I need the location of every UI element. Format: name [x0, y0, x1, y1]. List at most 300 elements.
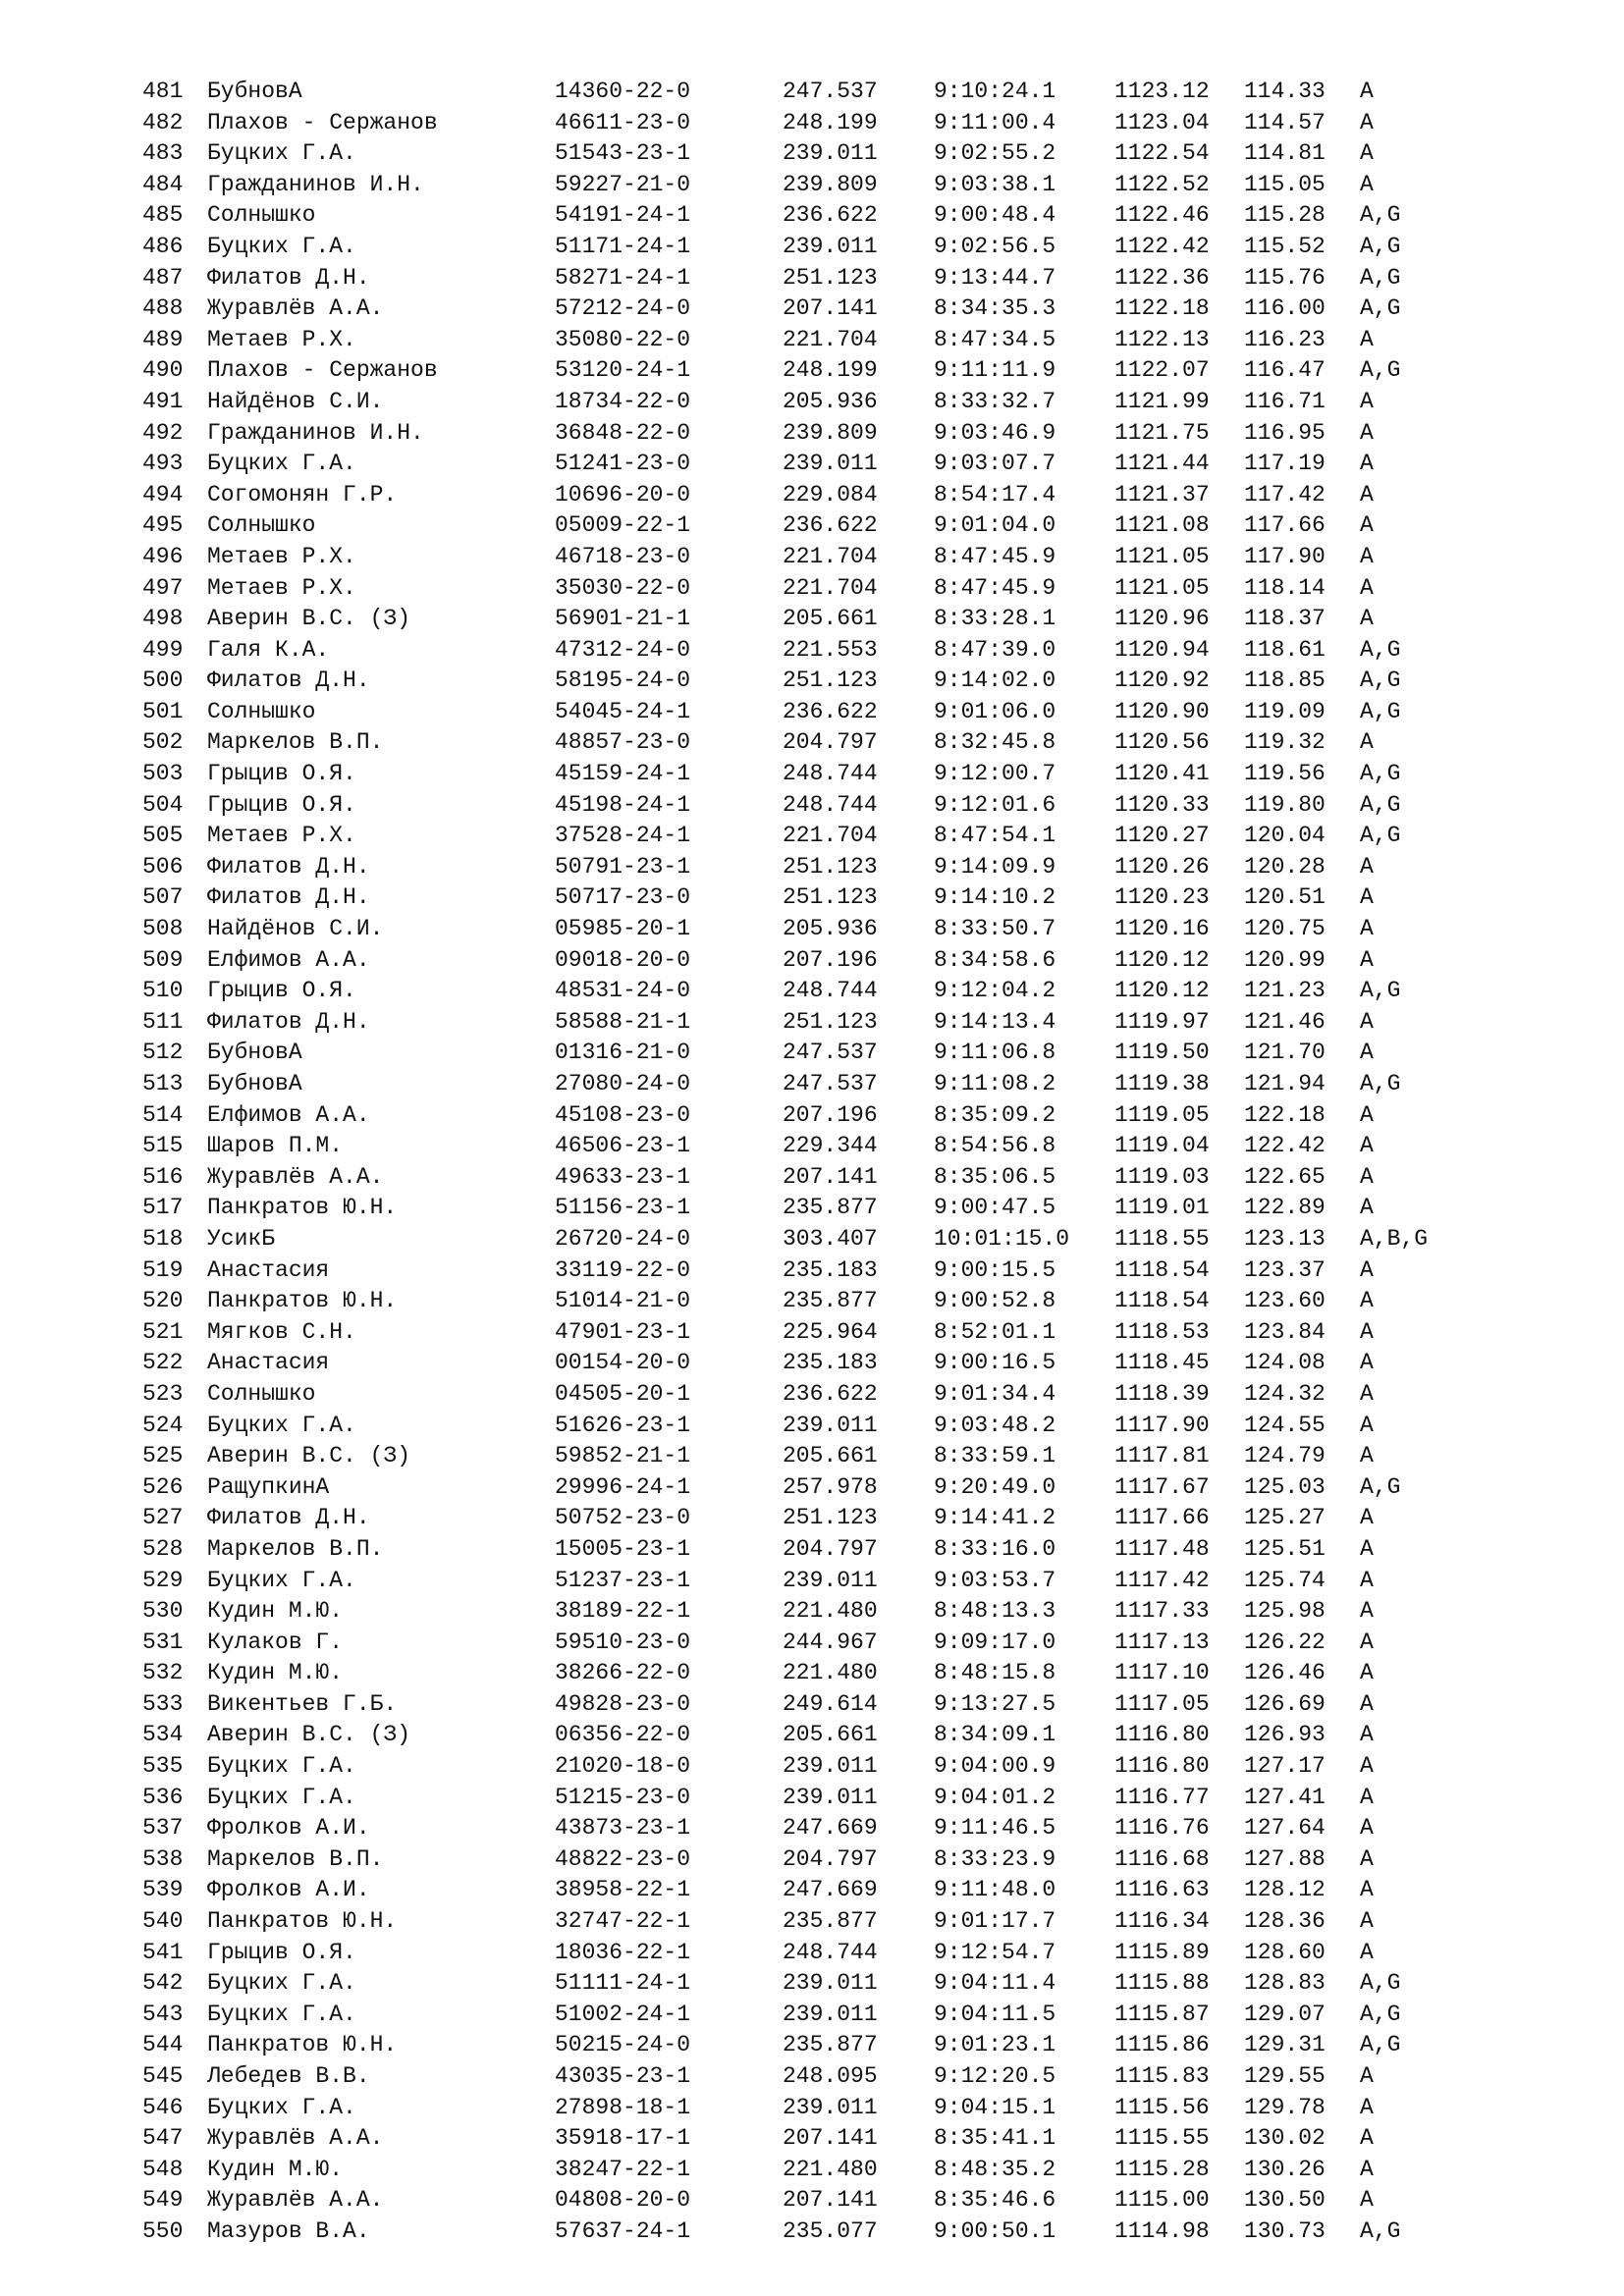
row-number: 494 [142, 481, 184, 507]
row-number: 505 [142, 823, 184, 849]
speed: 1119.04 [1114, 1133, 1210, 1159]
ring-number: 47901-23-1 [555, 1318, 691, 1345]
category-flags: A [1360, 1660, 1374, 1686]
speed: 1119.38 [1114, 1071, 1210, 1096]
fancier-name: Буцких Г.А. [207, 1753, 356, 1780]
category-flags: A [1360, 1939, 1374, 1965]
fancier-name: Буцких Г.А. [207, 140, 356, 167]
distance: 207.196 [783, 1101, 878, 1128]
category-flags: A,G [1360, 2032, 1401, 2058]
coefficient: 128.83 [1244, 1970, 1326, 1997]
ring-number: 29996-24-1 [555, 1473, 691, 1500]
speed: 1117.33 [1114, 1598, 1210, 1625]
ring-number: 18036-22-1 [555, 1939, 691, 1965]
ring-number: 10696-20-0 [555, 481, 691, 507]
ring-number: 14360-22-0 [555, 79, 691, 104]
ring-number: 58271-24-1 [555, 264, 691, 291]
speed: 1120.23 [1114, 884, 1210, 911]
arrival-time: 9:14:13.4 [934, 1008, 1056, 1035]
arrival-time: 8:35:06.5 [934, 1163, 1056, 1190]
distance: 236.622 [783, 202, 878, 229]
distance: 239.809 [783, 171, 878, 197]
arrival-time: 8:34:58.6 [934, 946, 1056, 973]
coefficient: 130.50 [1244, 2187, 1326, 2214]
category-flags: A [1360, 1008, 1374, 1035]
arrival-time: 9:00:15.5 [934, 1256, 1056, 1283]
coefficient: 120.04 [1244, 823, 1326, 849]
arrival-time: 9:11:08.2 [934, 1071, 1056, 1096]
coefficient: 128.36 [1244, 1908, 1326, 1935]
distance: 248.744 [783, 791, 878, 818]
category-flags: A [1360, 543, 1374, 569]
coefficient: 123.13 [1244, 1225, 1326, 1252]
row-number: 503 [142, 761, 184, 787]
ring-number: 38247-22-1 [555, 2156, 691, 2182]
ring-number: 15005-23-1 [555, 1535, 691, 1562]
speed: 1120.94 [1114, 636, 1210, 663]
row-number: 542 [142, 1970, 184, 1997]
distance: 247.669 [783, 1815, 878, 1842]
ring-number: 04808-20-0 [555, 2187, 691, 2214]
arrival-time: 9:04:01.2 [934, 1784, 1056, 1810]
row-number: 513 [142, 1071, 184, 1096]
row-number: 546 [142, 2094, 184, 2120]
fancier-name: Кулаков Г. [207, 1629, 344, 1655]
arrival-time: 8:52:01.1 [934, 1318, 1056, 1345]
category-flags: A [1360, 1163, 1374, 1190]
distance: 239.011 [783, 1970, 878, 1997]
arrival-time: 8:47:45.9 [934, 543, 1056, 569]
category-flags: A [1360, 171, 1374, 197]
arrival-time: 8:33:23.9 [934, 1845, 1056, 1872]
fancier-name: Филатов Д.Н. [207, 1505, 370, 1531]
category-flags: A [1360, 916, 1374, 942]
speed: 1119.05 [1114, 1101, 1210, 1128]
ring-number: 38266-22-0 [555, 1660, 691, 1686]
ring-number: 33119-22-0 [555, 1256, 691, 1283]
distance: 221.704 [783, 574, 878, 601]
ring-number: 59227-21-0 [555, 171, 691, 197]
speed: 1120.16 [1114, 916, 1210, 942]
row-number: 508 [142, 916, 184, 942]
coefficient: 119.80 [1244, 791, 1326, 818]
distance: 204.797 [783, 729, 878, 756]
ring-number: 48822-23-0 [555, 1845, 691, 1872]
coefficient: 122.89 [1244, 1195, 1326, 1221]
fancier-name: Буцких Г.А. [207, 1784, 356, 1810]
arrival-time: 9:13:44.7 [934, 264, 1056, 291]
row-number: 514 [142, 1101, 184, 1128]
fancier-name: БубновА [207, 1071, 302, 1096]
category-flags: A [1360, 326, 1374, 352]
fancier-name: Елфимов А.А. [207, 1101, 370, 1128]
row-number: 517 [142, 1195, 184, 1221]
arrival-time: 9:12:20.5 [934, 2063, 1056, 2089]
ring-number: 43873-23-1 [555, 1815, 691, 1842]
category-flags: A,B,G [1360, 1225, 1429, 1252]
fancier-name: Буцких Г.А. [207, 1412, 356, 1438]
ring-number: 50215-24-0 [555, 2032, 691, 2058]
ring-number: 46611-23-0 [555, 109, 691, 135]
distance: 235.183 [783, 1350, 878, 1376]
row-number: 499 [142, 636, 184, 663]
distance: 248.744 [783, 1939, 878, 1965]
speed: 1121.99 [1114, 388, 1210, 414]
speed: 1123.12 [1114, 79, 1210, 104]
row-number: 531 [142, 1629, 184, 1655]
coefficient: 118.37 [1244, 606, 1326, 632]
row-number: 521 [142, 1318, 184, 1345]
speed: 1115.28 [1114, 2156, 1210, 2182]
row-number: 489 [142, 326, 184, 352]
arrival-time: 9:01:23.1 [934, 2032, 1056, 2058]
row-number: 487 [142, 264, 184, 291]
ring-number: 35918-17-1 [555, 2125, 691, 2152]
distance: 251.123 [783, 264, 878, 291]
arrival-time: 9:00:47.5 [934, 1195, 1056, 1221]
category-flags: A [1360, 1722, 1374, 1748]
distance: 235.877 [783, 1288, 878, 1314]
coefficient: 115.28 [1244, 202, 1326, 229]
fancier-name: Гражданинов И.Н. [207, 171, 424, 197]
fancier-name: Солнышко [207, 202, 316, 229]
arrival-time: 9:00:52.8 [934, 1288, 1056, 1314]
coefficient: 116.23 [1244, 326, 1326, 352]
row-number: 500 [142, 667, 184, 694]
category-flags: A,G [1360, 636, 1401, 663]
category-flags: A,G [1360, 761, 1401, 787]
speed: 1116.80 [1114, 1753, 1210, 1780]
distance: 205.936 [783, 916, 878, 942]
coefficient: 116.95 [1244, 419, 1326, 446]
speed: 1121.05 [1114, 574, 1210, 601]
coefficient: 117.42 [1244, 481, 1326, 507]
coefficient: 123.84 [1244, 1318, 1326, 1345]
distance: 239.011 [783, 1412, 878, 1438]
fancier-name: Буцких Г.А. [207, 2094, 356, 2120]
coefficient: 119.32 [1244, 729, 1326, 756]
ring-number: 51156-23-1 [555, 1195, 691, 1221]
category-flags: A [1360, 1040, 1374, 1066]
coefficient: 114.57 [1244, 109, 1326, 135]
arrival-time: 9:20:49.0 [934, 1473, 1056, 1500]
ring-number: 32747-22-1 [555, 1908, 691, 1935]
ring-number: 27898-18-1 [555, 2094, 691, 2120]
ring-number: 58588-21-1 [555, 1008, 691, 1035]
row-number: 501 [142, 698, 184, 724]
ring-number: 58195-24-0 [555, 667, 691, 694]
category-flags: A,G [1360, 2217, 1401, 2244]
coefficient: 117.90 [1244, 543, 1326, 569]
distance: 205.936 [783, 388, 878, 414]
ring-number: 04505-20-1 [555, 1380, 691, 1407]
row-number: 541 [142, 1939, 184, 1965]
distance: 239.011 [783, 451, 878, 477]
distance: 205.661 [783, 1443, 878, 1469]
distance: 248.744 [783, 978, 878, 1004]
fancier-name: Галя К.А. [207, 636, 330, 663]
distance: 239.011 [783, 140, 878, 167]
distance: 251.123 [783, 1505, 878, 1531]
coefficient: 124.08 [1244, 1350, 1326, 1376]
distance: 235.183 [783, 1256, 878, 1283]
speed: 1120.12 [1114, 978, 1210, 1004]
distance: 239.011 [783, 233, 878, 259]
category-flags: A [1360, 419, 1374, 446]
fancier-name: Аверин В.С. (З) [207, 1722, 411, 1748]
category-flags: A [1360, 1877, 1374, 1903]
row-number: 485 [142, 202, 184, 229]
distance: 251.123 [783, 853, 878, 880]
row-number: 538 [142, 1845, 184, 1872]
distance: 239.011 [783, 1784, 878, 1810]
fancier-name: Филатов Д.Н. [207, 1008, 370, 1035]
category-flags: A,G [1360, 2001, 1401, 2027]
distance: 257.978 [783, 1473, 878, 1500]
category-flags: A [1360, 853, 1374, 880]
speed: 1118.55 [1114, 1225, 1210, 1252]
category-flags: A [1360, 512, 1374, 539]
ring-number: 21020-18-0 [555, 1753, 691, 1780]
category-flags: A,G [1360, 357, 1401, 384]
distance: 239.011 [783, 1567, 878, 1593]
category-flags: A [1360, 1535, 1374, 1562]
speed: 1120.27 [1114, 823, 1210, 849]
row-number: 495 [142, 512, 184, 539]
fancier-name: БубновА [207, 79, 302, 104]
fancier-name: Анастасия [207, 1256, 330, 1283]
coefficient: 127.41 [1244, 1784, 1326, 1810]
fancier-name: Журавлёв А.А. [207, 2125, 384, 2152]
fancier-name: Грыцив О.Я. [207, 978, 356, 1004]
speed: 1120.92 [1114, 667, 1210, 694]
ring-number: 37528-24-1 [555, 823, 691, 849]
coefficient: 121.94 [1244, 1071, 1326, 1096]
arrival-time: 9:04:11.4 [934, 1970, 1056, 1997]
arrival-time: 8:33:59.1 [934, 1443, 1056, 1469]
distance: 235.877 [783, 1195, 878, 1221]
row-number: 492 [142, 419, 184, 446]
fancier-name: Маркелов В.П. [207, 1535, 384, 1562]
row-number: 490 [142, 357, 184, 384]
category-flags: A,G [1360, 264, 1401, 291]
fancier-name: Согомонян Г.Р. [207, 481, 398, 507]
arrival-time: 8:35:41.1 [934, 2125, 1056, 2152]
fancier-name: Солнышко [207, 698, 316, 724]
row-number: 518 [142, 1225, 184, 1252]
arrival-time: 9:00:50.1 [934, 2217, 1056, 2244]
fancier-name: Метаев Р.Х. [207, 326, 356, 352]
coefficient: 128.12 [1244, 1877, 1326, 1903]
distance: 235.877 [783, 2032, 878, 2058]
ring-number: 46718-23-0 [555, 543, 691, 569]
category-flags: A [1360, 1815, 1374, 1842]
coefficient: 115.05 [1244, 171, 1326, 197]
row-number: 510 [142, 978, 184, 1004]
speed: 1118.39 [1114, 1380, 1210, 1407]
fancier-name: Плахов - Сержанов [207, 357, 438, 384]
coefficient: 114.81 [1244, 140, 1326, 167]
coefficient: 126.93 [1244, 1722, 1326, 1748]
ring-number: 59852-21-1 [555, 1443, 691, 1469]
row-number: 527 [142, 1505, 184, 1531]
fancier-name: Журавлёв А.А. [207, 2187, 384, 2214]
fancier-name: Найдёнов С.И. [207, 388, 384, 414]
coefficient: 121.46 [1244, 1008, 1326, 1035]
coefficient: 124.79 [1244, 1443, 1326, 1469]
speed: 1115.55 [1114, 2125, 1210, 2152]
fancier-name: Гражданинов И.Н. [207, 419, 424, 446]
speed: 1119.50 [1114, 1040, 1210, 1066]
ring-number: 45108-23-0 [555, 1101, 691, 1128]
fancier-name: Кудин М.Ю. [207, 2156, 344, 2182]
coefficient: 128.60 [1244, 1939, 1326, 1965]
category-flags: A [1360, 1133, 1374, 1159]
fancier-name: БубновА [207, 1040, 302, 1066]
row-number: 483 [142, 140, 184, 167]
fancier-name: Аверин В.С. (З) [207, 1443, 411, 1469]
category-flags: A [1360, 1505, 1374, 1531]
speed: 1122.46 [1114, 202, 1210, 229]
coefficient: 124.55 [1244, 1412, 1326, 1438]
arrival-time: 8:47:45.9 [934, 574, 1056, 601]
row-number: 539 [142, 1877, 184, 1903]
distance: 248.095 [783, 2063, 878, 2089]
speed: 1117.48 [1114, 1535, 1210, 1562]
speed: 1117.81 [1114, 1443, 1210, 1469]
distance: 236.622 [783, 512, 878, 539]
row-number: 523 [142, 1380, 184, 1407]
distance: 247.669 [783, 1877, 878, 1903]
ring-number: 35030-22-0 [555, 574, 691, 601]
fancier-name: Шаров П.М. [207, 1133, 344, 1159]
speed: 1118.45 [1114, 1350, 1210, 1376]
fancier-name: Маркелов В.П. [207, 1845, 384, 1872]
category-flags: A [1360, 1288, 1374, 1314]
arrival-time: 9:14:02.0 [934, 667, 1056, 694]
fancier-name: Метаев Р.Х. [207, 574, 356, 601]
fancier-name: Метаев Р.Х. [207, 543, 356, 569]
arrival-time: 8:35:09.2 [934, 1101, 1056, 1128]
coefficient: 118.85 [1244, 667, 1326, 694]
category-flags: A [1360, 1629, 1374, 1655]
speed: 1116.34 [1114, 1908, 1210, 1935]
coefficient: 129.31 [1244, 2032, 1326, 2058]
category-flags: A [1360, 1908, 1374, 1935]
distance: 244.967 [783, 1629, 878, 1655]
category-flags: A,G [1360, 233, 1401, 259]
row-number: 507 [142, 884, 184, 911]
coefficient: 129.07 [1244, 2001, 1326, 2027]
fancier-name: Фролков А.И. [207, 1877, 370, 1903]
category-flags: A [1360, 109, 1374, 135]
category-flags: A [1360, 79, 1374, 104]
fancier-name: Кудин М.Ю. [207, 1598, 344, 1625]
ring-number: 49828-23-0 [555, 1690, 691, 1717]
coefficient: 122.65 [1244, 1163, 1326, 1190]
distance: 204.797 [783, 1845, 878, 1872]
speed: 1120.41 [1114, 761, 1210, 787]
fancier-name: Грыцив О.Я. [207, 1939, 356, 1965]
category-flags: A [1360, 1567, 1374, 1593]
distance: 221.704 [783, 326, 878, 352]
row-number: 486 [142, 233, 184, 259]
row-number: 547 [142, 2125, 184, 2152]
distance: 239.011 [783, 2094, 878, 2120]
ring-number: 56901-21-1 [555, 606, 691, 632]
fancier-name: Панкратов Ю.Н. [207, 2032, 398, 2058]
row-number: 532 [142, 1660, 184, 1686]
category-flags: A [1360, 451, 1374, 477]
row-number: 543 [142, 2001, 184, 2027]
speed: 1115.83 [1114, 2063, 1210, 2089]
arrival-time: 8:54:17.4 [934, 481, 1056, 507]
arrival-time: 8:33:32.7 [934, 388, 1056, 414]
arrival-time: 9:04:15.1 [934, 2094, 1056, 2120]
fancier-name: Викентьев Г.Б. [207, 1690, 398, 1717]
ring-number: 51237-23-1 [555, 1567, 691, 1593]
ring-number: 57637-24-1 [555, 2217, 691, 2244]
arrival-time: 9:11:48.0 [934, 1877, 1056, 1903]
speed: 1122.52 [1114, 171, 1210, 197]
row-number: 544 [142, 2032, 184, 2058]
coefficient: 127.17 [1244, 1753, 1326, 1780]
coefficient: 130.26 [1244, 2156, 1326, 2182]
coefficient: 117.66 [1244, 512, 1326, 539]
coefficient: 116.47 [1244, 357, 1326, 384]
category-flags: A [1360, 2063, 1374, 2089]
speed: 1117.10 [1114, 1660, 1210, 1686]
coefficient: 116.71 [1244, 388, 1326, 414]
ring-number: 09018-20-0 [555, 946, 691, 973]
coefficient: 127.64 [1244, 1815, 1326, 1842]
row-number: 481 [142, 79, 184, 104]
coefficient: 115.76 [1244, 264, 1326, 291]
category-flags: A [1360, 140, 1374, 167]
ring-number: 06356-22-0 [555, 1722, 691, 1748]
fancier-name: Найдёнов С.И. [207, 916, 384, 942]
row-number: 550 [142, 2217, 184, 2244]
distance: 221.480 [783, 1660, 878, 1686]
category-flags: A [1360, 1845, 1374, 1872]
coefficient: 116.00 [1244, 295, 1326, 322]
row-number: 535 [142, 1753, 184, 1780]
category-flags: A [1360, 1350, 1374, 1376]
arrival-time: 8:34:35.3 [934, 295, 1056, 322]
arrival-time: 8:32:45.8 [934, 729, 1056, 756]
coefficient: 130.02 [1244, 2125, 1326, 2152]
fancier-name: РащупкинА [207, 1473, 330, 1500]
distance: 221.480 [783, 1598, 878, 1625]
ring-number: 00154-20-0 [555, 1350, 691, 1376]
fancier-name: Буцких Г.А. [207, 1567, 356, 1593]
speed: 1122.36 [1114, 264, 1210, 291]
coefficient: 126.69 [1244, 1690, 1326, 1717]
category-flags: A [1360, 1318, 1374, 1345]
distance: 251.123 [783, 1008, 878, 1035]
distance: 221.553 [783, 636, 878, 663]
distance: 239.011 [783, 1753, 878, 1780]
ring-number: 59510-23-0 [555, 1629, 691, 1655]
distance: 207.141 [783, 1163, 878, 1190]
ring-number: 50791-23-1 [555, 853, 691, 880]
row-number: 545 [142, 2063, 184, 2089]
distance: 251.123 [783, 667, 878, 694]
fancier-name: Филатов Д.Н. [207, 667, 370, 694]
coefficient: 121.23 [1244, 978, 1326, 1004]
ring-number: 01316-21-0 [555, 1040, 691, 1066]
arrival-time: 9:14:41.2 [934, 1505, 1056, 1531]
